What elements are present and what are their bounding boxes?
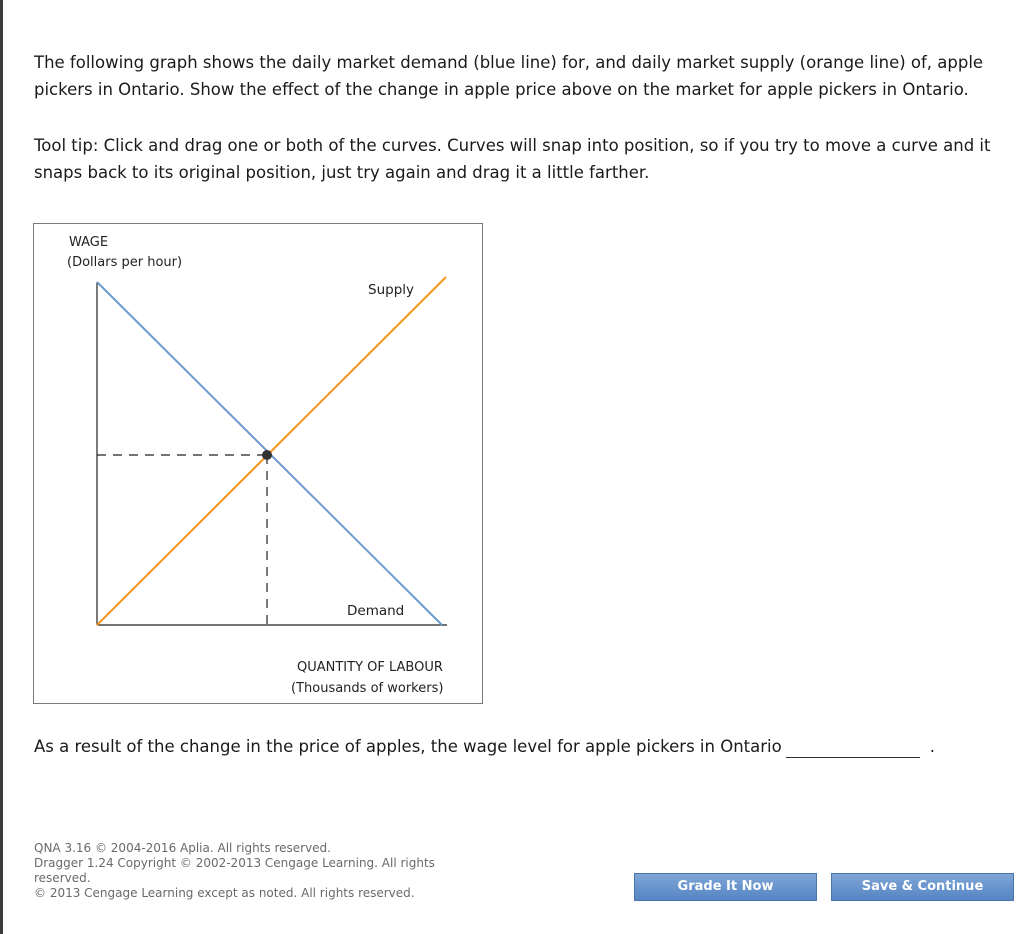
answer-dropdown[interactable] [786, 737, 920, 758]
supply-curve[interactable] [97, 277, 446, 625]
supply-demand-graph [33, 223, 483, 704]
x-axis-units: (Thousands of workers) [291, 681, 444, 696]
question-row [34, 736, 935, 758]
question-period: . [929, 737, 935, 756]
y-axis-units: (Dollars per hour) [67, 255, 183, 270]
footer-line-qna: QNA 3.16 © 2004-2016 Aplia. All rights reserved. [34, 841, 331, 855]
equilibrium-point [262, 450, 272, 460]
intro-paragraph: The following graph shows the daily market demand (blue line) for, and daily market supply (orange line) of, apple pickers in Ontario. Show the effect of the change in apple price above on the market for apple pickers in Ontario. [34, 53, 984, 99]
grade-it-now-button[interactable]: Grade It Now [634, 873, 817, 901]
copyright-footer [34, 841, 464, 901]
window-left-border [0, 0, 3, 934]
graph-canvas [34, 224, 484, 705]
y-axis-label: WAGE [69, 235, 109, 250]
demand-label: Demand [347, 603, 405, 619]
save-and-continue-button[interactable]: Save & Continue [831, 873, 1014, 901]
x-axis-label: QUANTITY OF LABOUR [297, 660, 443, 675]
footer-line-dragger: Dragger 1.24 Copyright © 2002-2013 Cengage Learning. All rights reserved. [34, 856, 435, 885]
tool-tip-paragraph: Tool tip: Click and drag one or both of the curves. Curves will snap into position, so if you try to move a curve and it snaps back to its original position, just try again and drag it a little farther. [34, 136, 991, 182]
footer-line-cengage: © 2013 Cengage Learning except as noted. All rights reserved. [34, 886, 415, 900]
supply-label: Supply [368, 282, 415, 298]
question-text: As a result of the change in the price of apples, the wage level for apple pickers in Ontario [34, 737, 782, 756]
